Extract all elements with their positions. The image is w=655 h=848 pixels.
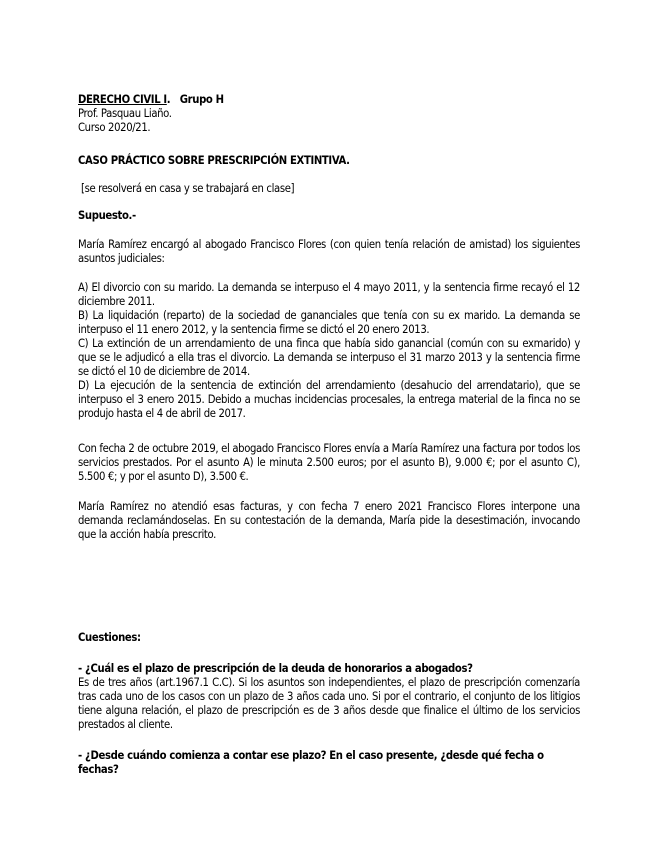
group-label: Grupo H bbox=[179, 93, 224, 106]
intro-paragraph: María Ramírez encargó al abogado Francisco Flores (con quien tenía relación de amistad) los siguientes asuntos judiciales: bbox=[78, 238, 580, 265]
case-note: [se resolverá en casa y se trabajará en clase] bbox=[81, 182, 295, 195]
answer-1: Es de tres años (art.1967.1 C.C). Si los asuntos son independientes, el plazo de prescripción comenzaría tras cada uno de los casos con un plazo de 3 años cada uno. Si por el contrario, el conjunto de los litigios tiene alguna relación, el plazo de prescripción es de 3 años desde que finalice el último de los servicios prestados al cliente. bbox=[78, 676, 580, 731]
case-items bbox=[78, 281, 580, 421]
question-2: - ¿Desde cuándo comienza a contar ese plazo? En el caso presente, ¿desde qué fecha o fechas? bbox=[78, 749, 544, 776]
claim-paragraph: María Ramírez no atendió esas facturas, y con fecha 7 enero 2021 Francisco Flores interpone una demanda reclamándoselas. En su contestación de la demanda, María pide la desestimación, invocando que la acción había prescrito. bbox=[78, 500, 580, 541]
course-line: DERECHO CIVIL I. Grupo H bbox=[78, 93, 224, 106]
professor-name: Prof. Pasquau Liaño. bbox=[78, 107, 172, 120]
course-title: DERECHO CIVIL I bbox=[78, 93, 167, 106]
cuestiones-heading: Cuestiones: bbox=[78, 631, 141, 644]
case-title: CASO PRÁCTICO SOBRE PRESCRIPCIÓN EXTINTIVA. bbox=[78, 154, 350, 167]
case-item-c: C) La extinción de un arrendamiento de una finca que había sido ganancial (común con su exmarido) y que se le adjudicó a ella tras el divorcio. La demanda se interpuso el 31 marzo 2013 y la sentencia firme se dictó el 10 de diciembre de 2014. bbox=[78, 337, 580, 378]
document-header bbox=[78, 93, 580, 135]
question-1: - ¿Cuál es el plazo de prescripción de la deuda de honorarios a abogados? bbox=[78, 662, 473, 675]
supuesto-heading: Supuesto.- bbox=[78, 209, 136, 222]
case-item-d: D) La ejecución de la sentencia de extinción del arrendamiento (desahucio del arrendatario), que se interpuso el 3 enero 2015. Debido a muchas incidencias procesales, la entrega material de la finca no se produjo hasta el 4 de abril de 2017. bbox=[78, 379, 580, 420]
case-item-a: A) El divorcio con su marido. La demanda se interpuso el 4 mayo 2011, y la sentencia firme recayó el 12 diciembre 2011. bbox=[78, 281, 580, 308]
invoice-paragraph: Con fecha 2 de octubre 2019, el abogado Francisco Flores envía a María Ramírez una factura por todos los servicios prestados. Por el asunto A) le minuta 2.500 euros; por el asunto B), 9.000 €; por el asunto C), 5.500 €; y por el asunto D), 3.500 €. bbox=[78, 442, 580, 483]
course-year: Curso 2020/21. bbox=[78, 121, 151, 134]
case-item-b: B) La liquidación (reparto) de la sociedad de gananciales que tenía con su ex marido. La demanda se interpuso el 11 enero 2012, y la sentencia firme se dictó el 20 enero 2013. bbox=[78, 309, 580, 336]
